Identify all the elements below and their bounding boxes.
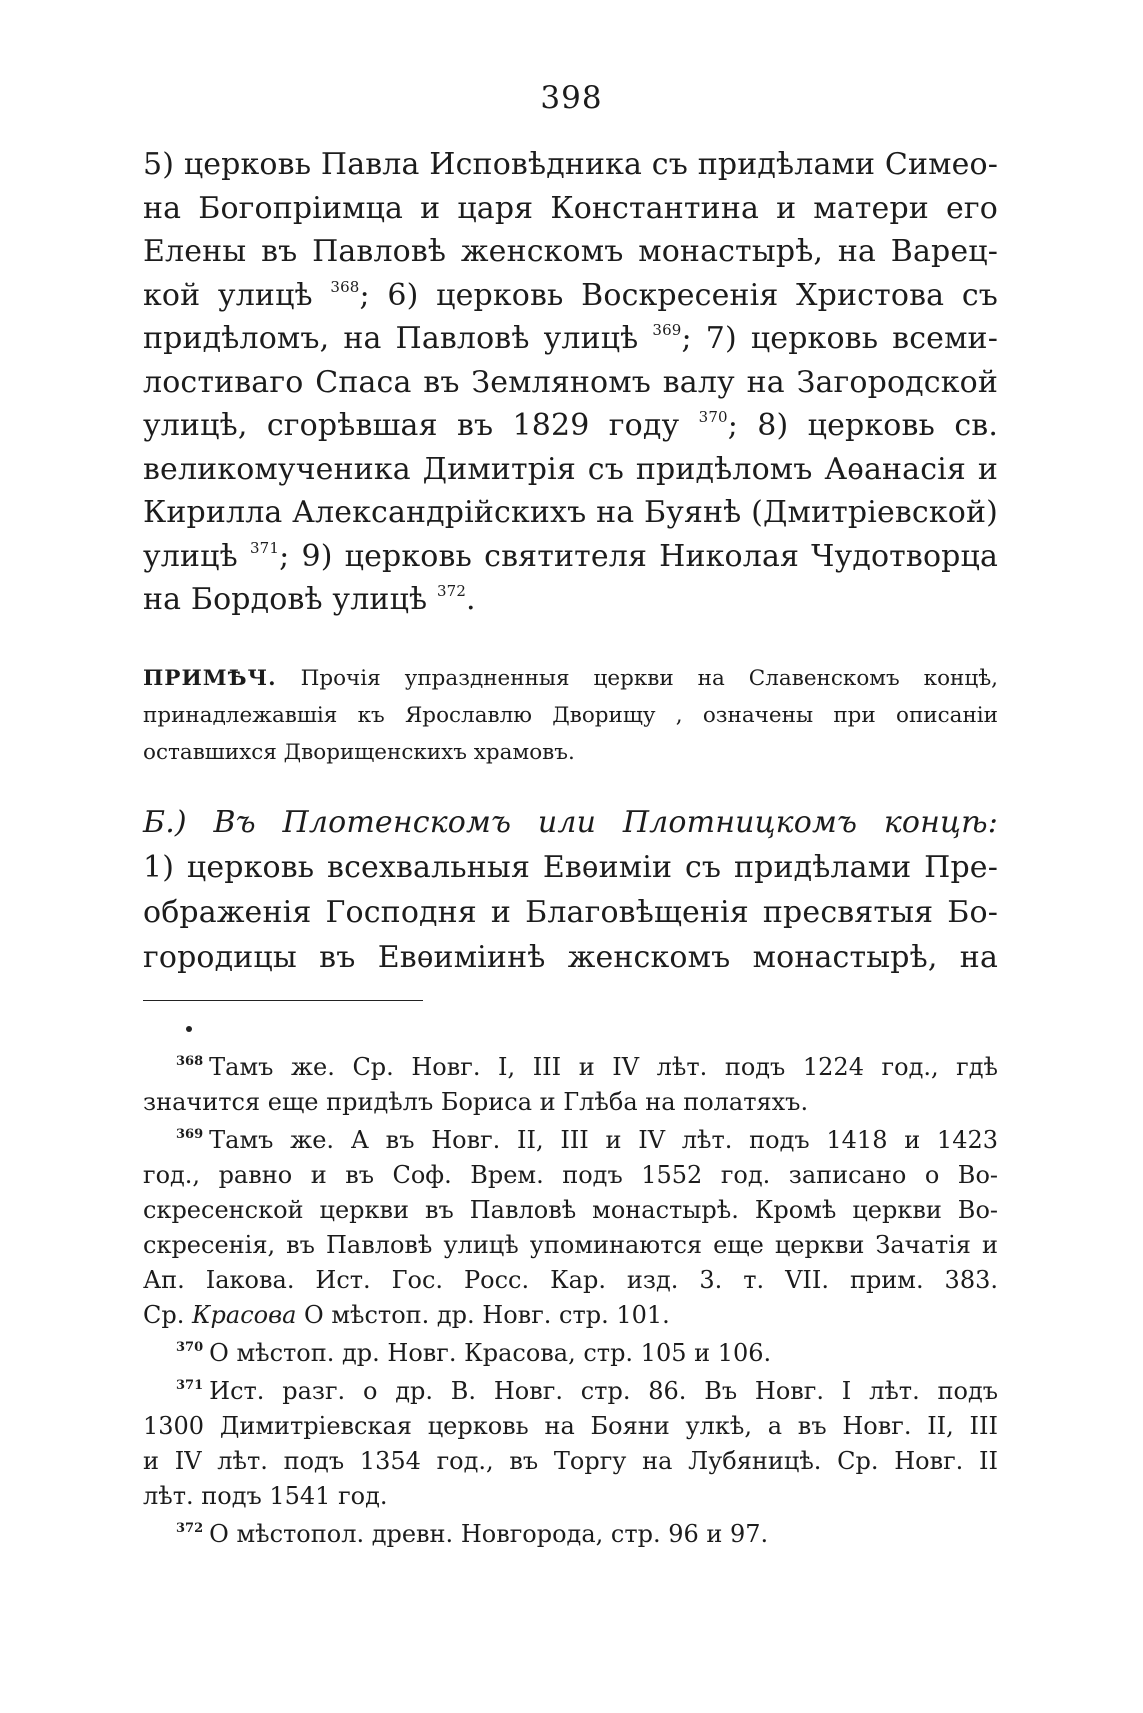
text-line: на Богопріимца и царя Константина и матери его bbox=[143, 190, 998, 226]
footnote-line: Ср. Красова О мѣстоп. др. Новг. стр. 101. bbox=[143, 1301, 670, 1329]
remark-line: принадлежавшія къ Ярославлю Дворищу , означены при описаніи bbox=[143, 703, 998, 728]
footnote-line: $^{368}$ Тамъ же. Ср. Новг. I, III и IV лѣт. подъ 1224 год., гдѣ bbox=[176, 1053, 998, 1081]
footnotes bbox=[143, 1050, 998, 1555]
text-line: 1) церковь всехвальныя Евѳиміи съ придѣлами Пре- bbox=[143, 850, 998, 885]
text-line: Елены въ Павловѣ женскомъ монастырѣ, на Варец- bbox=[143, 234, 998, 269]
footnote-line: $^{370}$ О мѣстоп. др. Новг. Красова, стр. 105 и 106. bbox=[176, 1339, 772, 1367]
text-line: Кирилла Александрійскихъ на Буянѣ (Дмитріевской) bbox=[143, 495, 998, 530]
footnote-line: значится еще придѣлъ Бориса и Глѣба на полатяхъ. bbox=[143, 1088, 809, 1116]
footnote-line: и IV лѣт. подъ 1354 год., въ Торгу на Лубяницѣ. Ср. Новг. II bbox=[143, 1447, 998, 1475]
remark-paragraph bbox=[143, 660, 998, 771]
text-line: придѣломъ, на Павловѣ улицѣ $^{369}$; 7) церковь всеми- bbox=[143, 321, 998, 356]
remark-line: оставшихся Дворищенскихъ храмовъ. bbox=[143, 740, 575, 765]
page-number: 398 bbox=[540, 80, 603, 116]
footnote-line: лѣт. подъ 1541 год. bbox=[143, 1482, 388, 1510]
footnote-number: 369 bbox=[176, 1127, 204, 1142]
footnote-line: Ап. Іакова. Ист. Гос. Росс. Кар. изд. 3. т. VII. прим. 383. bbox=[143, 1266, 998, 1294]
footnote-divider bbox=[143, 1000, 423, 1001]
footnote-line: год., равно и въ Соф. Врем. подъ 1552 год. записано о Во- bbox=[143, 1161, 998, 1189]
footnote-ref: 369 bbox=[652, 321, 682, 339]
text-line: улицѣ, сгорѣвшая въ 1829 году $^{370}$; 8) церковь св. bbox=[143, 408, 999, 443]
section-heading: Б.) Въ Плотенскомъ или Плотницкомъ концѣ: bbox=[143, 805, 998, 840]
ink-dot bbox=[186, 1026, 192, 1032]
footnote-368 bbox=[143, 1050, 998, 1120]
text-line: великомученика Димитрія съ придѣломъ Аѳанасія и bbox=[143, 451, 998, 487]
section-b bbox=[143, 800, 998, 980]
footnote-371 bbox=[143, 1374, 998, 1514]
text-line: кой улицѣ $^{368}$; 6) церковь Воскресенія Христова съ bbox=[143, 277, 999, 313]
text-line: ображенія Господня и Благовѣщенія пресвятыя Бо- bbox=[143, 895, 998, 930]
text-line: городицы въ Евѳиміинѣ женскомъ монастырѣ, на bbox=[143, 940, 998, 975]
text-line: улицѣ $^{371}$; 9) церковь святителя Николая Чудотворца bbox=[143, 538, 998, 574]
footnote-number: 372 bbox=[176, 1521, 204, 1536]
footnote-line: 1300 Димитріевская церковь на Бояни улкѣ, а въ Новг. II, III bbox=[143, 1412, 998, 1440]
text-line: 5) церковь Павла Исповѣдника съ придѣлами Симео- bbox=[143, 147, 998, 182]
remark-line: ПРИМѢЧ. Прочія упраздненныя церкви на Славенскомъ концѣ, bbox=[143, 666, 998, 691]
footnote-number: 368 bbox=[176, 1054, 204, 1069]
footnote-ref: 370 bbox=[698, 408, 728, 426]
footnote-372 bbox=[143, 1517, 998, 1552]
footnote-line: скресенской церкви въ Павловѣ монастырѣ. Кромѣ церкви Во- bbox=[143, 1196, 998, 1224]
main-text bbox=[143, 143, 998, 622]
text-line: лостиваго Спаса въ Земляномъ валу на Загородской bbox=[143, 364, 998, 400]
footnote-line: скресенія, въ Павловѣ улицѣ упоминаются еще церкви Зачатія и bbox=[143, 1231, 998, 1259]
footnote-ref: 368 bbox=[330, 277, 360, 296]
footnote-369 bbox=[143, 1123, 998, 1333]
footnote-line: $^{369}$ Тамъ же. А въ Новг. II, III и IV лѣт. подъ 1418 и 1423 bbox=[176, 1126, 998, 1154]
author-name: Красова bbox=[191, 1301, 297, 1329]
footnote-number: 370 bbox=[176, 1340, 204, 1355]
text-line: на Бордовѣ улицѣ $^{372}$. bbox=[143, 582, 476, 617]
footnote-370 bbox=[143, 1336, 998, 1371]
footnote-line: $^{372}$ О мѣстопол. древн. Новгорода, стр. 96 и 97. bbox=[176, 1520, 769, 1548]
remark-label: ПРИМѢЧ. bbox=[143, 666, 277, 691]
footnote-ref: 372 bbox=[436, 582, 467, 600]
footnote-line: $^{371}$ Ист. разг. о др. В. Новг. стр. 86. Въ Новг. I лѣт. подъ bbox=[176, 1377, 998, 1405]
footnote-number: 371 bbox=[176, 1378, 204, 1393]
footnote-ref: 371 bbox=[249, 538, 280, 557]
